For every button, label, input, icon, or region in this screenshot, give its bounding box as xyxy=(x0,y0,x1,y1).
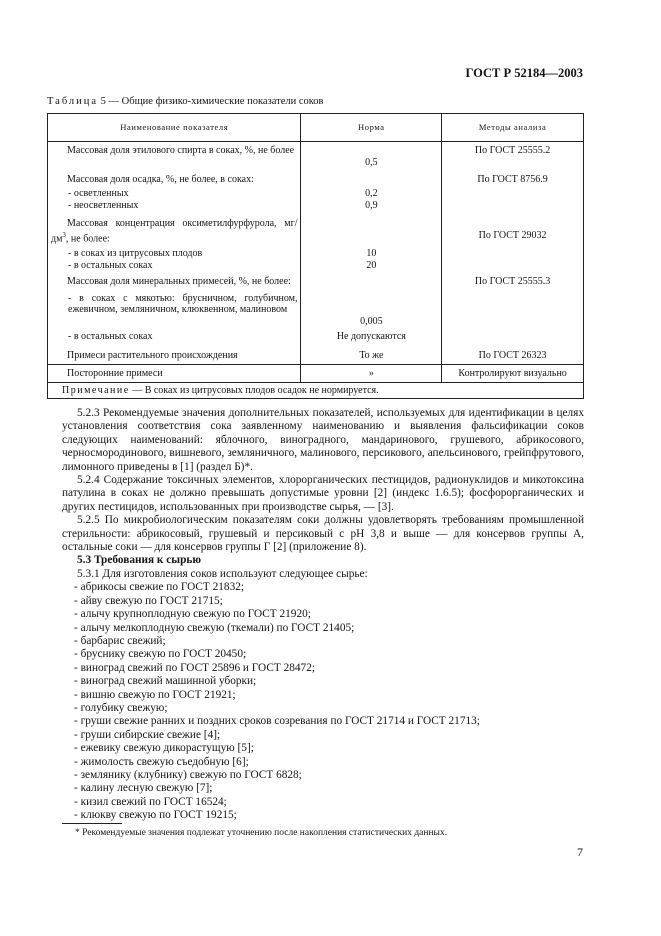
standard-number: ГОСТ Р 52184—2003 xyxy=(465,66,583,80)
table-header-row xyxy=(48,114,584,142)
table-row xyxy=(48,327,584,345)
analysis-method xyxy=(442,248,584,260)
analysis-method xyxy=(442,260,584,272)
indicator-norm xyxy=(301,271,442,293)
table-note xyxy=(48,382,584,399)
table-row xyxy=(48,260,584,272)
analysis-method: По ГОСТ 26323 xyxy=(442,345,584,365)
indicator-name: Примеси растительного происхождения xyxy=(48,345,301,365)
indicator-norm xyxy=(301,169,442,189)
indicator-name: - в остальных соках xyxy=(48,260,301,272)
analysis-method xyxy=(442,293,584,328)
indicator-name-main: Массовая концентрация оксиметилфурфурола, мг/дм xyxy=(51,218,298,244)
paragraph-5-2-5: 5.2.5 По микробиологическим показателям соки должны удовлетворять требованиям промышленной стерильности: абрикосовый, грушевый и персиковый с pH 3,8 и выше — для консервов группы А, остальные соки — для консервов группы Г [2] (приложение 8). xyxy=(62,514,584,554)
analysis-method xyxy=(442,327,584,345)
list-item: - жимолость свежую съедобную [6]; xyxy=(74,755,249,768)
indicator-name: - в остальных соках xyxy=(48,327,301,345)
paragraph-5-3-1: 5.3.1 Для изготовления соков используют следующее сырье: xyxy=(77,567,368,580)
indicator-norm: Не допускаются xyxy=(301,327,442,345)
paragraph-5-2-4: 5.2.4 Содержание токсичных элементов, хлорорганических пестицидов, радионуклидов и микотоксина патулина в соках не должно превышать допустимые уровни [2] (индекс 1.6.5); фосфорорганических и других пестицидов, использованных при производстве сырья, — [3]. xyxy=(62,474,584,513)
indicator-name: - в соках с мякотью: брусничном, голубичном, ежевичном, земляничном, клюквенном, малиновом xyxy=(48,293,301,328)
table-row xyxy=(48,271,584,293)
analysis-method: По ГОСТ 25555.2 xyxy=(442,142,584,169)
indicator-name-tail: , не более: xyxy=(65,232,110,244)
paragraph-5-2-3: 5.2.3 Рекомендуемые значения дополнительных показателей, используемых для идентификации в целях установления соответствия сока заявленному наименованию и выявления фальсификации соков следующих наименований: яблочного, виноградного, мандаринового, грушевого, абрикосового, черносмородинового, вишневого, земляничного, малинового, персикового, апельсинового, грейпфрутового, лимонного приведены в [1] (раздел Б)*. xyxy=(62,407,584,473)
table-caption-label: Таблица xyxy=(47,96,99,107)
indicator-norm xyxy=(301,211,442,248)
table-row xyxy=(48,345,584,365)
table-row xyxy=(48,248,584,260)
raw-materials-list xyxy=(62,581,584,822)
table-row xyxy=(48,169,584,189)
indicator-norm: То же xyxy=(301,345,442,365)
list-item: - алычу крупноплодную свежую по ГОСТ 21920; xyxy=(74,608,311,621)
analysis-method: По ГОСТ 8756.9 xyxy=(442,169,584,189)
list-item: - груши свежие ранних и поздних сроков созревания по ГОСТ 21714 и ГОСТ 21713; xyxy=(74,715,480,728)
list-item: - вишню свежую по ГОСТ 21921; xyxy=(74,688,236,701)
indicator-name: Массовая доля этилового спирта в соках, %, не более xyxy=(48,142,301,169)
analysis-method: По ГОСТ 29032 xyxy=(442,211,584,248)
indicator-norm: » xyxy=(301,365,442,383)
list-item: - абрикосы свежие по ГОСТ 21832; xyxy=(74,581,245,594)
list-item: - барбарис свежий; xyxy=(74,634,166,647)
list-item: - груши сибирские свежие [4]; xyxy=(74,728,221,741)
list-item: - землянику (клубнику) свежую по ГОСТ 6828; xyxy=(74,768,302,781)
table-caption xyxy=(47,96,324,107)
indicator-name: Массовая доля минеральных примесей, %, не более: xyxy=(48,271,301,293)
footnote: * Рекомендуемые значения подлежат уточнению после накопления статистических данных. xyxy=(75,828,448,838)
table-row xyxy=(48,188,584,200)
analysis-method xyxy=(442,188,584,200)
list-item: - голубику свежую; xyxy=(74,701,168,714)
indicator-name: - неосветленных xyxy=(48,200,301,212)
indicator-norm: 0,2 xyxy=(301,188,442,200)
indicator-name: Массовая доля осадка, %, не более, в соках: xyxy=(48,169,301,189)
superscript: 3 xyxy=(62,230,66,239)
table-note-text: — В соках из цитрусовых плодов осадок не нормируется. xyxy=(129,384,379,396)
table-row xyxy=(48,293,584,328)
table-caption-text: — Общие физико-химические показатели соков xyxy=(105,96,324,107)
indicator-norm: 0,9 xyxy=(301,200,442,212)
table-caption-number: 5 xyxy=(98,96,106,107)
footnote-divider xyxy=(62,823,122,824)
analysis-method xyxy=(442,200,584,212)
page-number: 7 xyxy=(577,845,583,859)
table-row xyxy=(48,365,584,383)
list-item: - виноград свежий машинной уборки; xyxy=(74,675,257,688)
table-note-label: Примечание xyxy=(62,384,130,396)
indicator-norm: 20 xyxy=(301,260,442,272)
table-row xyxy=(48,200,584,212)
table-row xyxy=(48,142,584,169)
column-header: Наименование показателя xyxy=(48,114,301,142)
indicator-norm: 10 xyxy=(301,248,442,260)
analysis-method: По ГОСТ 25555.3 xyxy=(442,271,584,293)
list-item: - ежевику свежую дикорастущую [5]; xyxy=(74,742,254,755)
column-header: Методы анализа xyxy=(442,114,584,142)
indicator-norm: 0,005 xyxy=(301,293,442,328)
list-item: - алычу мелкоплодную свежую (ткемали) по ГОСТ 21405; xyxy=(74,621,355,634)
list-item: - виноград свежий по ГОСТ 25896 и ГОСТ 28472; xyxy=(74,661,315,674)
section-heading-5-3: 5.3 Требования к сырью xyxy=(77,554,201,567)
analysis-method: Контролируют визуально xyxy=(442,365,584,383)
indicator-name: - в соках из цитрусовых плодов xyxy=(48,248,301,260)
physico-chemical-table xyxy=(47,113,584,399)
indicator-name: - осветленных xyxy=(48,188,301,200)
list-item: - калину лесную свежую [7]; xyxy=(74,782,213,795)
column-header: Норма xyxy=(301,114,442,142)
list-item: - клюкву свежую по ГОСТ 19215; xyxy=(74,809,237,822)
list-item: - бруснику свежую по ГОСТ 20450; xyxy=(74,648,247,661)
list-item: - айву свежую по ГОСТ 21715; xyxy=(74,594,223,607)
body-text xyxy=(62,407,584,823)
table-row xyxy=(48,211,584,248)
indicator-norm: 0,5 xyxy=(301,142,442,169)
list-item: - кизил свежий по ГОСТ 16524; xyxy=(74,795,227,808)
indicator-name xyxy=(48,211,301,248)
indicator-name: Посторонние примеси xyxy=(48,365,301,383)
table-note-row xyxy=(48,382,584,399)
